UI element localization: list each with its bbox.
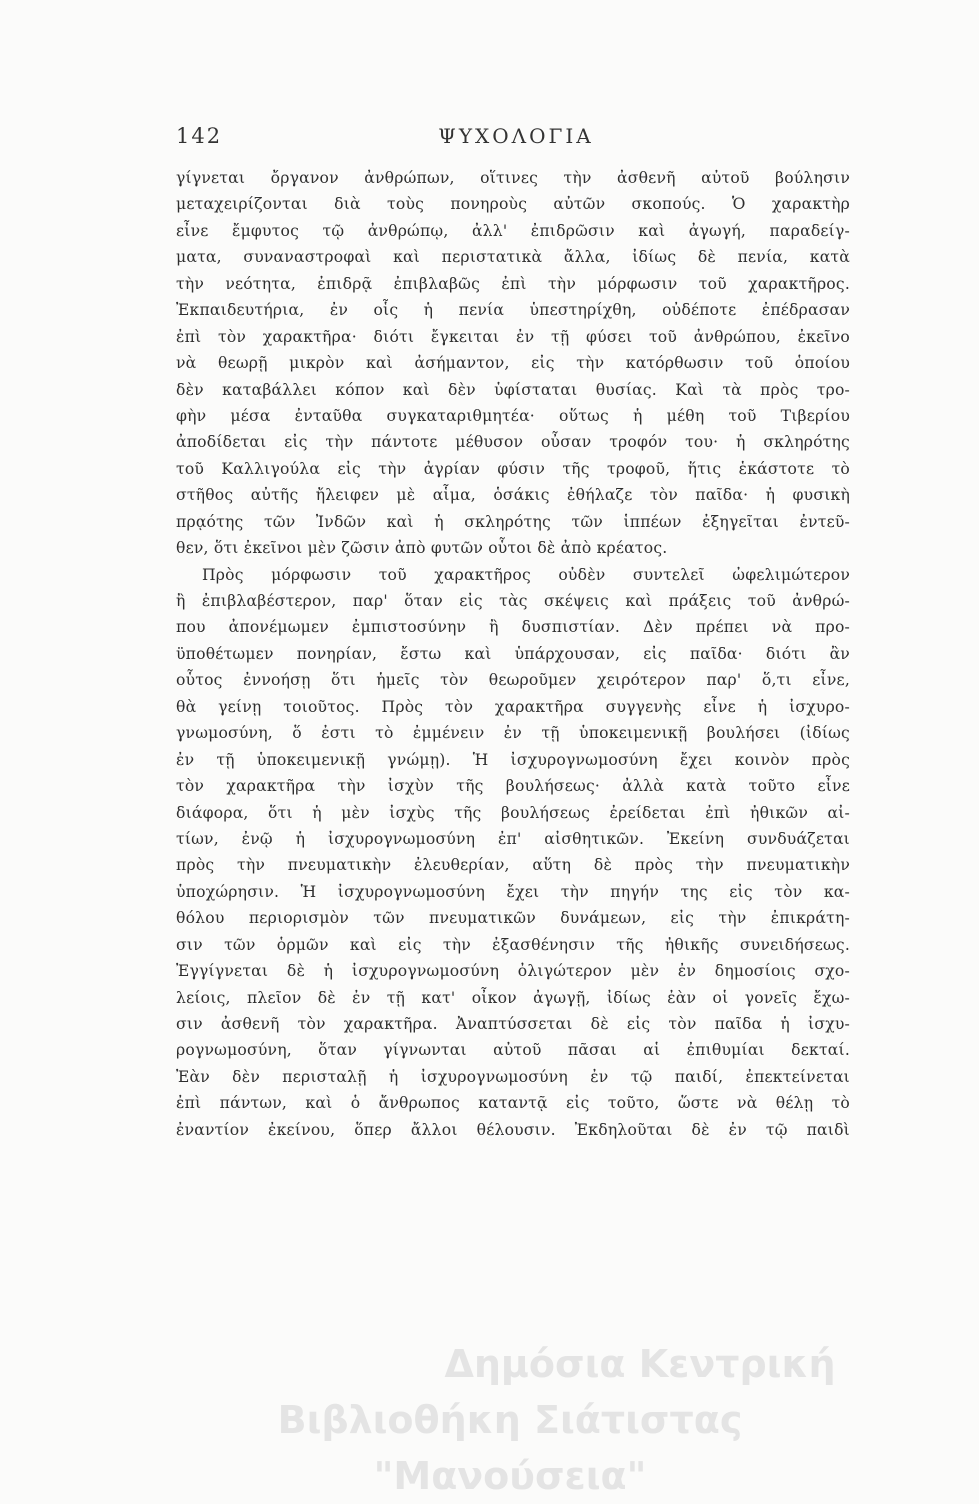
text-line: γνωμοσύνη, ὅ ἐστι τὸ ἐμμένειν ἐν τῇ ὑποκειμενικῇ βουλήσει (ἰδίως [176, 724, 850, 743]
running-head [176, 124, 856, 154]
text-line: μεταχειρίζονται διὰ τοὺς πονηροὺς αὐτῶν σκοπούς. Ὁ χαρακτὴρ [176, 195, 850, 214]
text-line: ἢ ἐπιβλαβέστερον, παρ' ὅταν εἰς τὰς σκέψεις καὶ πράξεις τοῦ ἀνθρώ- [176, 592, 850, 610]
text-line: νὰ θεωρῇ μικρὸν καὶ ἀσήμαντον, εἰς τὴν κατόρθωσιν τοῦ ὁποίου [176, 354, 850, 373]
library-watermark [150, 1336, 870, 1504]
text-line: σιν ἀσθενῆ τὸν χαρακτῆρα. Ἀναπτύσσεται δὲ εἰς τὸν παῖδα ἡ ἰσχυ- [176, 1015, 850, 1033]
text-line: τὴν νεότητα, ἐπιδρᾷ ἐπιβλαβῶς ἐπὶ τὴν μόρφωσιν τοῦ χαρακτῆρος. [176, 274, 850, 293]
text-line: ἀποδίδεται εἰς τὴν πάντοτε μέθυσον οὖσαν τροφόν του· ἡ σκληρότης [176, 433, 850, 452]
text-line: εἶνε ἔμφυτος τῷ ἀνθρώπῳ, ἀλλ' ἐπιδρῶσιν καὶ ἀγωγή, παραδείγ- [176, 221, 850, 240]
text-line: θεν, ὅτι ἐκεῖνοι μὲν ζῶσιν ἀπὸ φυτῶν οὗτοι δὲ ἀπὸ κρέατος. [176, 539, 668, 558]
text-line: ϋποθέτωμεν πονηρίαν, ἔστω καὶ ὑπάρχουσαν, εἰς παῖδα· διότι ἂν [176, 644, 850, 663]
text-line: ἐπὶ πάντων, καὶ ὁ ἄνθρωπος καταντᾷ εἰς τοῦτο, ὥστε νὰ θέλῃ τὸ [176, 1094, 850, 1113]
text-line: ἐναντίον ἐκείνου, ὅπερ ἄλλοι θέλουσιν. Ἐκδηλοῦται δὲ ἐν τῷ παιδὶ [176, 1120, 850, 1139]
text-line: σιν τῶν ὁρμῶν καὶ εἰς τὴν ἐξασθένησιν τῆς ἠθικῆς συνειδήσεως. [176, 935, 850, 954]
text-line: Ἐὰν δὲν περισταλῇ ἡ ἰσχυρογνωμοσύνη ἐν τῷ παιδί, ἐπεκτείνεται [176, 1067, 850, 1086]
text-line: ὑποχώρησιν. Ἡ ἰσχυρογνωμοσύνη ἔχει τὴν πηγήν της εἰς τὸν κα- [176, 882, 850, 901]
text-line: Ἐκπαιδευτήρια, ἐν οἷς ἡ πενία ὑπεστηρίχθη, οὐδέποτε ἐπέδρασαν [176, 301, 850, 320]
text-line: θόλου περιορισμὸν τῶν πνευματικῶν δυνάμεων, εἰς τὴν ἐπικράτη- [176, 909, 850, 928]
running-title: ΨΥΧΟΛΟΓΙΑ [438, 124, 594, 148]
page-number: 142 [176, 124, 223, 148]
text-line: οὗτος ἐννοήσῃ ὅτι ἡμεῖς τὸν θεωροῦμεν χειρότερον παρ' ὅ,τι εἶνε, [176, 671, 850, 690]
text-line: γίγνεται ὄργανον ἀνθρώπων, οἵτινες τὴν ἀσθενῆ αὐτοῦ βούλησιν [176, 169, 850, 187]
text-line: λείοις, πλεῖον δὲ ἐν τῇ κατ' οἶκον ἀγωγῇ, ἰδίως ἐὰν οἱ γονεῖς ἔχω- [176, 988, 850, 1007]
text-line: Πρὸς μόρφωσιν τοῦ χαρακτῆρος οὐδὲν συντελεῖ ὠφελιμώτερον [202, 565, 850, 584]
text-line: πρὸς τὴν πνευματικὴν ἐλευθερίαν, αὕτη δὲ πρὸς τὴν πνευματικὴν [176, 856, 850, 875]
body-text [176, 165, 850, 1143]
text-line: ἐπὶ τὸν χαρακτῆρα· διότι ἔγκειται ἐν τῇ φύσει τοῦ ἀνθρώπου, ἐκεῖνο [176, 327, 850, 346]
text-line: ρογνωμοσύνη, ὅταν γίγνωνται αὐτοῦ πᾶσαι αἱ ἐπιθυμίαι δεκταί. [176, 1041, 850, 1060]
text-line: ἐν τῇ ὑποκειμενικῇ γνώμῃ). Ἡ ἰσχυρογνωμοσύνη ἔχει κοινὸν πρὸς [176, 750, 850, 769]
text-line: τίων, ἐνῷ ἡ ἰσχυρογνωμοσύνη ἐπ' αἰσθητικῶν. Ἐκείνη συνδυάζεται [176, 829, 850, 848]
text-line: τοῦ Καλλιγούλα εἰς τὴν ἀγρίαν φύσιν τῆς τροφοῦ, ἥτις ἑκάστοτε τὸ [176, 459, 850, 478]
text-line: φὴν μέσα ἐνταῦθα συγκαταριθμητέα· οὕτως ἡ μέθη τοῦ Τιβερίου [176, 406, 850, 425]
text-line: πρᾳότης τῶν Ἰνδῶν καὶ ἡ σκληρότης τῶν ἱππέων ἐξηγεῖται ἐντεῦ- [176, 512, 850, 531]
text-line: στῆθος αὐτῆς ἤλειφεν μὲ αἷμα, ὁσάκις ἐθήλαζε τὸν παῖδα· ἡ φυσικὴ [176, 486, 850, 505]
text-line: θὰ γείνῃ τοιοῦτος. Πρὸς τὸν χαρακτῆρα συγγενὴς εἶνε ἡ ἰσχυρο- [176, 697, 850, 716]
watermark-line-1: Δημόσια Κεντρική [444, 1342, 836, 1386]
text-line: δὲν καταβάλλει κόπον καὶ δὲν ὑφίσταται θυσίας. Καὶ τὰ πρὸς τρο- [176, 380, 850, 399]
text-line: τὸν χαρακτῆρα τὴν ἰσχὺν τῆς βουλήσεως· ἀλλὰ κατὰ τοῦτο εἶνε [176, 777, 850, 796]
text-line: διάφορα, ὅτι ἡ μὲν ἰσχὺς τῆς βουλήσεως ἐρείδεται ἐπὶ ἠθικῶν αἰ- [176, 803, 850, 822]
text-line: ματα, συναναστροφαὶ καὶ περιστατικὰ ἄλλα, ἰδίως δὲ πενία, κατὰ [176, 248, 850, 267]
text-line: Ἐγγίγνεται δὲ ἡ ἰσχυρογνωμοσύνη ὀλιγώτερον μὲν ἐν δημοσίοις σχο- [176, 962, 850, 981]
text-line: που ἀπονέμωμεν ἐμπιστοσύνην ἢ δυσπιστίαν. Δὲν πρέπει νὰ προ- [176, 618, 850, 637]
watermark-line-2: Βιβλιοθήκη Σιάτιστας "Μανούσεια" [277, 1398, 743, 1498]
